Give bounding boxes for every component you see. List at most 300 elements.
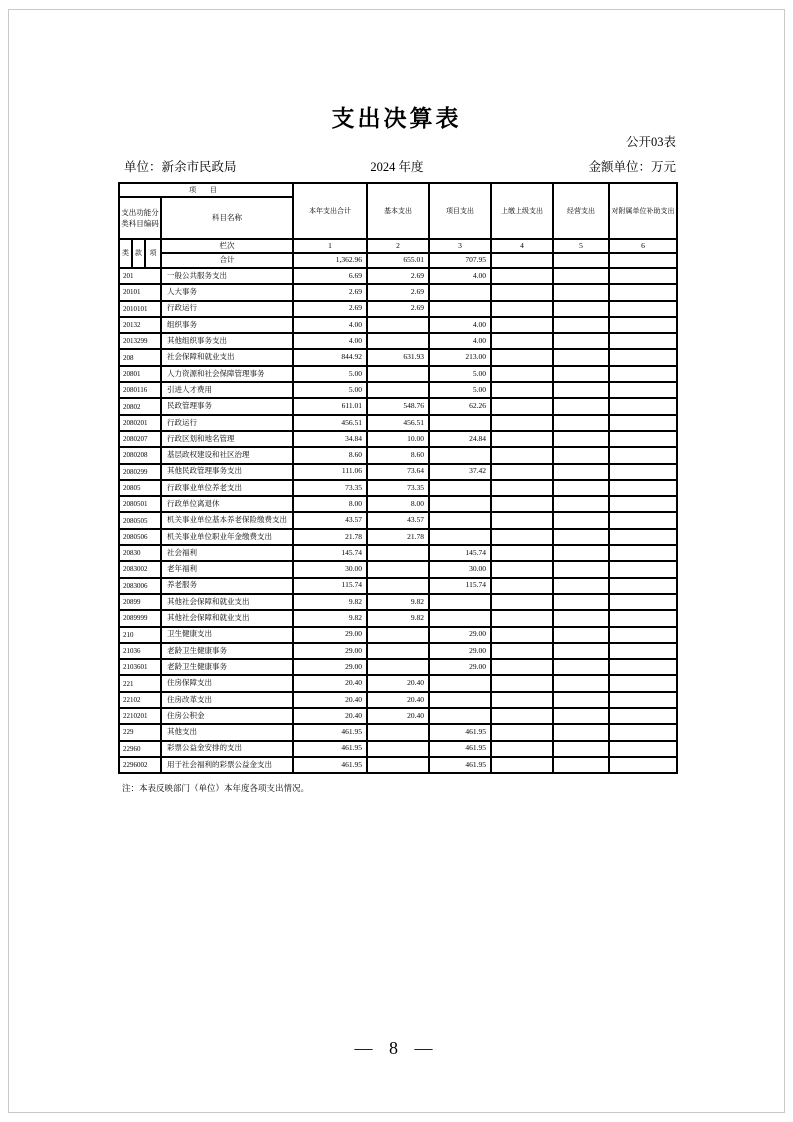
- value-cell-basic: 2.69: [367, 284, 429, 300]
- value-cell-subsidy: [609, 398, 677, 414]
- value-cell-basic: 20.40: [367, 708, 429, 724]
- value-cell-total: 20.40: [293, 692, 367, 708]
- value-cell-project: 29.00: [429, 627, 491, 643]
- name-cell: 社会福利: [161, 545, 293, 561]
- code-cell: 2080207: [119, 431, 161, 447]
- table-row: [119, 496, 677, 512]
- name-cell: 其他社会保障和就业支出: [161, 594, 293, 610]
- table-row: [119, 659, 677, 675]
- column-number-6: 6: [609, 239, 677, 253]
- value-cell-project: [429, 301, 491, 317]
- value-cell-operating: [553, 675, 609, 691]
- code-cell: 210: [119, 627, 161, 643]
- value-cell-operating: [553, 692, 609, 708]
- column-number-3: 3: [429, 239, 491, 253]
- value-cell-project: 4.00: [429, 268, 491, 284]
- value-cell-operating: [553, 757, 609, 773]
- name-cell: 住房公积金: [161, 708, 293, 724]
- code-cell: 20801: [119, 366, 161, 382]
- table-row: [119, 398, 677, 414]
- table-row: [119, 741, 677, 757]
- table-row: [119, 757, 677, 773]
- header-row-columns: [119, 239, 677, 253]
- value-cell-total: 73.35: [293, 480, 367, 496]
- name-cell: 民政管理事务: [161, 398, 293, 414]
- value-cell-basic: [367, 366, 429, 382]
- code-cell: 2080208: [119, 447, 161, 463]
- value-cell-total: 115.74: [293, 578, 367, 594]
- table-row: [119, 333, 677, 349]
- amount-unit: 金额单位：万元: [588, 160, 676, 174]
- value-cell-basic: [367, 333, 429, 349]
- table-row: [119, 284, 677, 300]
- value-cell-operating: [553, 578, 609, 594]
- code-cell: 201: [119, 268, 161, 284]
- value-cell-total: 20.40: [293, 708, 367, 724]
- value-cell-project: [429, 610, 491, 626]
- code-cell: 208: [119, 349, 161, 365]
- name-cell: 机关事业单位职业年金缴费支出: [161, 529, 293, 545]
- table-row: [119, 708, 677, 724]
- table-row: [119, 578, 677, 594]
- column-header-operating: 经营支出: [553, 183, 609, 239]
- name-cell: 养老服务: [161, 578, 293, 594]
- value-cell-subsidy: [609, 561, 677, 577]
- table-code-label: 公开03表: [625, 135, 676, 149]
- code-cell: 2083006: [119, 578, 161, 594]
- value-cell-upper: [491, 496, 553, 512]
- value-cell-upper: [491, 708, 553, 724]
- value-cell-total: 21.78: [293, 529, 367, 545]
- table-row: [119, 594, 677, 610]
- value-cell-upper: [491, 447, 553, 463]
- value-cell-project: 62.26: [429, 398, 491, 414]
- value-cell-upper: [491, 268, 553, 284]
- code-label-line1: 支出功能分: [121, 207, 159, 217]
- value-cell-operating: [553, 349, 609, 365]
- name-cell: 行政区划和地名管理: [161, 431, 293, 447]
- table-row: [119, 366, 677, 382]
- name-cell: 其他支出: [161, 724, 293, 740]
- table-row: [119, 317, 677, 333]
- name-cell: 一般公共服务支出: [161, 268, 293, 284]
- value-cell-upper: [491, 561, 553, 577]
- value-cell-subsidy: [609, 708, 677, 724]
- value-cell-basic: 631.93: [367, 349, 429, 365]
- value-cell-basic: 8.00: [367, 496, 429, 512]
- value-cell-operating: [553, 627, 609, 643]
- value-cell-project: 29.00: [429, 643, 491, 659]
- table-body: [119, 268, 677, 773]
- grand-total-upper: [491, 253, 553, 268]
- value-cell-project: [429, 594, 491, 610]
- value-cell-basic: 43.57: [367, 512, 429, 528]
- value-cell-basic: 8.60: [367, 447, 429, 463]
- code-cell: 21036: [119, 643, 161, 659]
- value-cell-basic: 21.78: [367, 529, 429, 545]
- code-cell: 20802: [119, 398, 161, 414]
- column-header-subsidy: 对附属单位补助支出: [609, 183, 677, 239]
- value-cell-basic: 73.64: [367, 464, 429, 480]
- column-number-2: 2: [367, 239, 429, 253]
- value-cell-project: [429, 284, 491, 300]
- value-cell-project: [429, 447, 491, 463]
- value-cell-upper: [491, 659, 553, 675]
- value-cell-project: 4.00: [429, 333, 491, 349]
- footnote: 注：本表反映部门（单位）本年度各项支出情况。: [122, 783, 310, 793]
- value-cell-operating: [553, 724, 609, 740]
- value-cell-project: 30.00: [429, 561, 491, 577]
- value-cell-project: [429, 692, 491, 708]
- section-col-header: 款: [132, 239, 145, 268]
- value-cell-project: [429, 480, 491, 496]
- value-cell-operating: [553, 708, 609, 724]
- value-cell-operating: [553, 594, 609, 610]
- table-row: [119, 301, 677, 317]
- name-cell: 彩票公益金安排的支出: [161, 741, 293, 757]
- value-cell-operating: [553, 545, 609, 561]
- value-cell-operating: [553, 610, 609, 626]
- value-cell-project: 461.95: [429, 741, 491, 757]
- name-cell: 其他民政管理事务支出: [161, 464, 293, 480]
- name-cell: 住房改革支出: [161, 692, 293, 708]
- value-cell-project: [429, 708, 491, 724]
- value-cell-total: 43.57: [293, 512, 367, 528]
- table-row: [119, 529, 677, 545]
- name-cell: 老龄卫生健康事务: [161, 659, 293, 675]
- value-cell-subsidy: [609, 366, 677, 382]
- value-cell-subsidy: [609, 431, 677, 447]
- code-cell: 22960: [119, 741, 161, 757]
- name-cell: 社会保障和就业支出: [161, 349, 293, 365]
- value-cell-subsidy: [609, 545, 677, 561]
- value-cell-operating: [553, 529, 609, 545]
- value-cell-subsidy: [609, 741, 677, 757]
- value-cell-basic: 9.82: [367, 610, 429, 626]
- value-cell-project: 461.95: [429, 724, 491, 740]
- value-cell-upper: [491, 431, 553, 447]
- category-col-header: 类: [119, 239, 132, 268]
- fiscal-year: 2024 年度: [370, 160, 424, 174]
- value-cell-upper: [491, 643, 553, 659]
- value-cell-upper: [491, 741, 553, 757]
- name-cell: 住房保障支出: [161, 675, 293, 691]
- value-cell-operating: [553, 398, 609, 414]
- value-cell-total: 5.00: [293, 366, 367, 382]
- value-cell-upper: [491, 284, 553, 300]
- name-cell: 组织事务: [161, 317, 293, 333]
- value-cell-total: 461.95: [293, 724, 367, 740]
- value-cell-subsidy: [609, 724, 677, 740]
- value-cell-total: 20.40: [293, 675, 367, 691]
- value-cell-subsidy: [609, 529, 677, 545]
- value-cell-project: 5.00: [429, 382, 491, 398]
- value-cell-basic: [367, 741, 429, 757]
- table-row: [119, 431, 677, 447]
- code-cell: 2080505: [119, 512, 161, 528]
- value-cell-basic: [367, 545, 429, 561]
- name-cell: 用于社会福利的彩票公益金支出: [161, 757, 293, 773]
- value-cell-upper: [491, 724, 553, 740]
- value-cell-basic: [367, 627, 429, 643]
- value-cell-upper: [491, 333, 553, 349]
- value-cell-basic: [367, 317, 429, 333]
- value-cell-subsidy: [609, 512, 677, 528]
- value-cell-subsidy: [609, 284, 677, 300]
- value-cell-operating: [553, 496, 609, 512]
- value-cell-total: 611.01: [293, 398, 367, 414]
- value-cell-total: 29.00: [293, 627, 367, 643]
- meta-row: [118, 157, 676, 175]
- value-cell-total: 9.82: [293, 594, 367, 610]
- value-cell-total: 4.00: [293, 333, 367, 349]
- value-cell-upper: [491, 301, 553, 317]
- value-cell-subsidy: [609, 301, 677, 317]
- column-header-project-exp: 项目支出: [429, 183, 491, 239]
- value-cell-operating: [553, 659, 609, 675]
- value-cell-project: 115.74: [429, 578, 491, 594]
- table-row: [119, 415, 677, 431]
- header-row-project: [119, 183, 677, 197]
- table-row: [119, 464, 677, 480]
- code-cell: 221: [119, 675, 161, 691]
- column-index-label: 栏次: [161, 239, 293, 253]
- table-row: [119, 447, 677, 463]
- column-header-basic: 基本支出: [367, 183, 429, 239]
- value-cell-subsidy: [609, 382, 677, 398]
- code-cell: 229: [119, 724, 161, 740]
- value-cell-subsidy: [609, 594, 677, 610]
- value-cell-project: [429, 512, 491, 528]
- name-cell: 人力资源和社会保障管理事务: [161, 366, 293, 382]
- value-cell-basic: [367, 643, 429, 659]
- table-row: [119, 692, 677, 708]
- value-cell-subsidy: [609, 349, 677, 365]
- value-cell-operating: [553, 268, 609, 284]
- value-cell-total: 844.92: [293, 349, 367, 365]
- page-number: — 8 —: [354, 1038, 439, 1058]
- table-row: [119, 512, 677, 528]
- name-cell: 老龄卫生健康事务: [161, 643, 293, 659]
- name-cell: 其他组织事务支出: [161, 333, 293, 349]
- value-cell-operating: [553, 415, 609, 431]
- value-cell-total: 4.00: [293, 317, 367, 333]
- value-cell-basic: [367, 659, 429, 675]
- value-cell-basic: [367, 382, 429, 398]
- value-cell-operating: [553, 317, 609, 333]
- value-cell-operating: [553, 366, 609, 382]
- value-cell-subsidy: [609, 610, 677, 626]
- value-cell-upper: [491, 610, 553, 626]
- code-cell: 2103601: [119, 659, 161, 675]
- value-cell-upper: [491, 757, 553, 773]
- value-cell-project: 37.42: [429, 464, 491, 480]
- code-cell: 2080501: [119, 496, 161, 512]
- value-cell-project: [429, 415, 491, 431]
- grand-total-operating: [553, 253, 609, 268]
- value-cell-upper: [491, 366, 553, 382]
- value-cell-project: 145.74: [429, 545, 491, 561]
- value-cell-basic: 20.40: [367, 692, 429, 708]
- table-row: [119, 643, 677, 659]
- value-cell-subsidy: [609, 627, 677, 643]
- value-cell-basic: 73.35: [367, 480, 429, 496]
- value-cell-total: 6.69: [293, 268, 367, 284]
- value-cell-total: 34.84: [293, 431, 367, 447]
- value-cell-basic: 9.82: [367, 594, 429, 610]
- value-cell-basic: [367, 757, 429, 773]
- table-row: [119, 545, 677, 561]
- name-cell: 卫生健康支出: [161, 627, 293, 643]
- grand-total-label: 合计: [161, 253, 293, 268]
- code-cell: 20805: [119, 480, 161, 496]
- value-cell-subsidy: [609, 643, 677, 659]
- value-cell-basic: [367, 561, 429, 577]
- value-cell-upper: [491, 349, 553, 365]
- value-cell-subsidy: [609, 447, 677, 463]
- value-cell-upper: [491, 512, 553, 528]
- code-cell: 2083002: [119, 561, 161, 577]
- code-cell: 2013299: [119, 333, 161, 349]
- value-cell-operating: [553, 464, 609, 480]
- table-row: [119, 349, 677, 365]
- name-cell: 基层政权建设和社区治理: [161, 447, 293, 463]
- code-cell: 22102: [119, 692, 161, 708]
- value-cell-operating: [553, 382, 609, 398]
- value-cell-project: [429, 675, 491, 691]
- table-header: [119, 183, 677, 268]
- value-cell-total: 456.51: [293, 415, 367, 431]
- value-cell-operating: [553, 333, 609, 349]
- value-cell-operating: [553, 643, 609, 659]
- value-cell-project: 24.84: [429, 431, 491, 447]
- value-cell-upper: [491, 415, 553, 431]
- code-label-line2: 类科目编码: [121, 219, 159, 228]
- value-cell-upper: [491, 594, 553, 610]
- value-cell-subsidy: [609, 333, 677, 349]
- grand-total-basic: 655.01: [367, 253, 429, 268]
- value-cell-total: 8.60: [293, 447, 367, 463]
- value-cell-subsidy: [609, 675, 677, 691]
- name-cell: 行政运行: [161, 415, 293, 431]
- code-cell: 20101: [119, 284, 161, 300]
- value-cell-project: [429, 529, 491, 545]
- table-row: [119, 268, 677, 284]
- table-row: [119, 675, 677, 691]
- value-cell-basic: 2.69: [367, 268, 429, 284]
- value-cell-total: 2.69: [293, 284, 367, 300]
- name-cell: 行政运行: [161, 301, 293, 317]
- value-cell-upper: [491, 529, 553, 545]
- value-cell-upper: [491, 578, 553, 594]
- value-cell-total: 111.06: [293, 464, 367, 480]
- value-cell-basic: [367, 724, 429, 740]
- value-cell-upper: [491, 627, 553, 643]
- code-cell: 2080506: [119, 529, 161, 545]
- value-cell-subsidy: [609, 659, 677, 675]
- value-cell-operating: [553, 561, 609, 577]
- value-cell-operating: [553, 480, 609, 496]
- value-cell-subsidy: [609, 496, 677, 512]
- code-cell: 2080201: [119, 415, 161, 431]
- value-cell-subsidy: [609, 578, 677, 594]
- value-cell-basic: 548.76: [367, 398, 429, 414]
- grand-total-subsidy: [609, 253, 677, 268]
- project-header-cell: 项 目: [119, 183, 293, 197]
- name-cell: 行政事业单位养老支出: [161, 480, 293, 496]
- name-cell: 老年福利: [161, 561, 293, 577]
- name-cell: 人大事务: [161, 284, 293, 300]
- column-number-4: 4: [491, 239, 553, 253]
- value-cell-operating: [553, 431, 609, 447]
- column-number-1: 1: [293, 239, 367, 253]
- value-cell-subsidy: [609, 480, 677, 496]
- value-cell-total: 8.00: [293, 496, 367, 512]
- value-cell-total: 30.00: [293, 561, 367, 577]
- value-cell-total: 145.74: [293, 545, 367, 561]
- value-cell-project: 4.00: [429, 317, 491, 333]
- column-number-5: 5: [553, 239, 609, 253]
- subject-name-header: 科目名称: [161, 197, 293, 239]
- table-row: [119, 610, 677, 626]
- item-col-header: 项: [145, 239, 161, 268]
- code-cell: 20132: [119, 317, 161, 333]
- value-cell-subsidy: [609, 464, 677, 480]
- value-cell-upper: [491, 480, 553, 496]
- value-cell-basic: 2.69: [367, 301, 429, 317]
- column-header-total: 本年支出合计: [293, 183, 367, 239]
- value-cell-subsidy: [609, 317, 677, 333]
- value-cell-upper: [491, 464, 553, 480]
- value-cell-total: 29.00: [293, 643, 367, 659]
- value-cell-upper: [491, 317, 553, 333]
- value-cell-upper: [491, 692, 553, 708]
- value-cell-upper: [491, 382, 553, 398]
- name-cell: 机关事业单位基本养老保险缴费支出: [161, 512, 293, 528]
- code-cell: 2080299: [119, 464, 161, 480]
- value-cell-subsidy: [609, 268, 677, 284]
- value-cell-project: 461.95: [429, 757, 491, 773]
- table-row: [119, 480, 677, 496]
- value-cell-total: 9.82: [293, 610, 367, 626]
- code-cell: 2296002: [119, 757, 161, 773]
- value-cell-upper: [491, 675, 553, 691]
- unit-name: 单位：新余市民政局: [124, 160, 237, 174]
- value-cell-subsidy: [609, 415, 677, 431]
- value-cell-subsidy: [609, 757, 677, 773]
- code-cell: 2080116: [119, 382, 161, 398]
- value-cell-operating: [553, 447, 609, 463]
- value-cell-basic: 456.51: [367, 415, 429, 431]
- value-cell-upper: [491, 545, 553, 561]
- page-title: 支出决算表: [331, 105, 462, 131]
- value-cell-total: 461.95: [293, 741, 367, 757]
- value-cell-basic: 10.00: [367, 431, 429, 447]
- value-cell-project: 5.00: [429, 366, 491, 382]
- table-row: [119, 724, 677, 740]
- code-cell: 2210201: [119, 708, 161, 724]
- table-row: [119, 627, 677, 643]
- value-cell-total: 461.95: [293, 757, 367, 773]
- grand-total-row: [119, 253, 677, 268]
- value-cell-project: 213.00: [429, 349, 491, 365]
- value-cell-operating: [553, 284, 609, 300]
- value-cell-basic: [367, 578, 429, 594]
- value-cell-operating: [553, 301, 609, 317]
- grand-total-amount: 1,362.96: [293, 253, 367, 268]
- expenditure-table: [118, 182, 678, 774]
- code-cell: 2010101: [119, 301, 161, 317]
